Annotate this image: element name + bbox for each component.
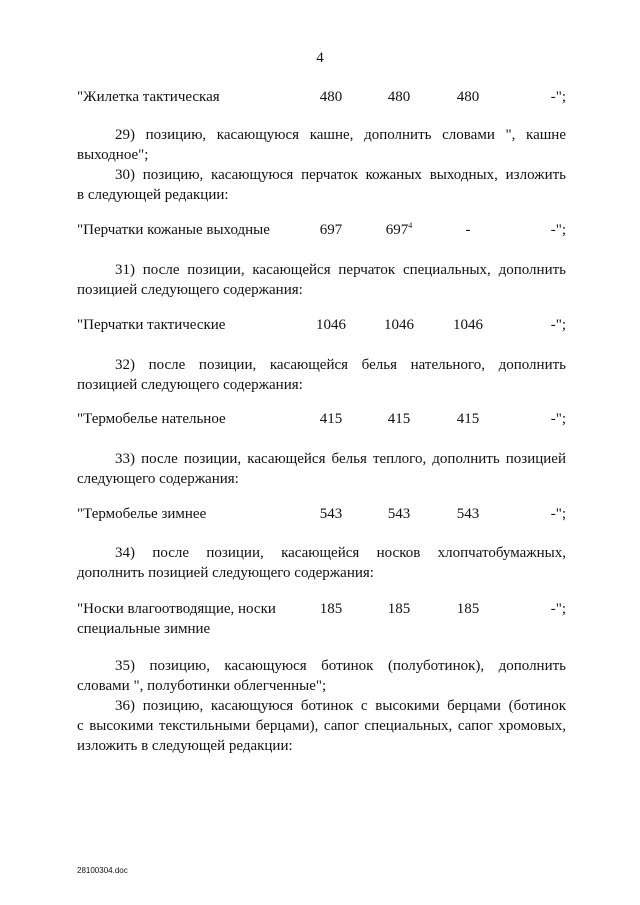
- paragraph-line: с высокими текстильными берцами), сапог специальных, сапог хромовых,: [77, 718, 566, 734]
- paragraph-line: 32) после позиции, касающейся белья нательного, дополнить: [115, 357, 566, 373]
- value-col-4: -";: [550, 222, 566, 238]
- value-col-1: 185: [319, 601, 343, 617]
- table-row-thermal-winter: [0, 503, 640, 525]
- value-col-2: 480: [387, 89, 411, 105]
- value-col-2: 185: [387, 601, 411, 617]
- file-name-footer: 28100304.doc: [77, 866, 128, 875]
- value-col-3: 1046: [453, 317, 483, 333]
- value-col-4: -";: [550, 89, 566, 105]
- paragraph-line: 30) позицию, касающуюся перчаток кожаных выходных, изложить: [115, 167, 566, 183]
- paragraph-line: 34) после позиции, касающейся носков хлопчатобумажных,: [115, 545, 566, 561]
- value-col-1: 697: [319, 222, 343, 238]
- paragraph-34: [77, 543, 566, 583]
- value-col-4: -";: [550, 317, 566, 333]
- item-name: "Термобелье зимнее: [77, 506, 207, 522]
- value-col-3: 185: [456, 601, 480, 617]
- paragraph-line: словами ", полуботинки облегченные";: [77, 678, 327, 694]
- value-col-1: 1046: [316, 317, 346, 333]
- paragraph-29: [77, 125, 566, 165]
- item-name-continuation: специальные зимние: [77, 621, 211, 637]
- paragraph-33: [77, 449, 566, 489]
- paragraph-line: дополнить позицией следующего содержания:: [77, 565, 374, 581]
- value-col-4: -";: [550, 601, 566, 617]
- value-col-3: 543: [456, 506, 480, 522]
- paragraph-36: [77, 696, 566, 756]
- item-name: "Перчатки тактические: [77, 317, 226, 333]
- value-col-4: -";: [550, 506, 566, 522]
- table-row-vest: [0, 86, 640, 108]
- footnote-marker: 4: [408, 221, 413, 230]
- table-row-thermal: [0, 408, 640, 430]
- value-col-3: 415: [456, 411, 480, 427]
- page-number: 4: [316, 50, 324, 66]
- value-col-2: [371, 219, 427, 241]
- value-col-3: 480: [456, 89, 480, 105]
- value-col-2: 415: [387, 411, 411, 427]
- value-col-2: 543: [387, 506, 411, 522]
- table-row-socks: [0, 598, 640, 640]
- paragraph-line: выходное";: [77, 147, 149, 163]
- value-col-3: -: [465, 222, 471, 238]
- paragraph-line: изложить в следующей редакции:: [77, 738, 293, 754]
- value-col-1: 480: [319, 89, 343, 105]
- paragraph-line: позицией следующего содержания:: [77, 282, 303, 298]
- item-name: "Термобелье нательное: [77, 411, 226, 427]
- item-name: "Жилетка тактическая: [77, 89, 220, 105]
- item-name: "Носки влагоотводящие, носки: [77, 601, 276, 617]
- value-col-1: 415: [319, 411, 343, 427]
- paragraph-line: 33) после позиции, касающейся белья теплого, дополнить позицией: [115, 451, 566, 467]
- paragraph-line: 36) позицию, касающуюся ботинок с высокими берцами (ботинок: [115, 698, 566, 714]
- paragraph-line: 35) позицию, касающуюся ботинок (полуботинок), дополнить: [115, 658, 566, 674]
- value-col-2: 1046: [384, 317, 414, 333]
- paragraph-line: 29) позицию, касающуюся кашне, дополнить словами ", кашне: [115, 127, 566, 143]
- paragraph-35: [77, 656, 566, 696]
- table-row-tactical-gloves: [0, 314, 640, 336]
- paragraph-line: следующего содержания:: [77, 471, 239, 487]
- paragraph-30: [77, 165, 566, 205]
- paragraph-line: 31) после позиции, касающейся перчаток специальных, дополнить: [115, 262, 566, 278]
- paragraph-32: [77, 355, 566, 395]
- value-col-2-number: 697: [385, 222, 409, 238]
- paragraph-31: [77, 260, 566, 300]
- item-name: "Перчатки кожаные выходные: [77, 222, 270, 238]
- value-col-4: -";: [550, 411, 566, 427]
- paragraph-line: позицией следующего содержания:: [77, 377, 303, 393]
- table-row-gloves: [0, 219, 640, 241]
- paragraph-line: в следующей редакции:: [77, 187, 229, 203]
- value-col-1: 543: [319, 506, 343, 522]
